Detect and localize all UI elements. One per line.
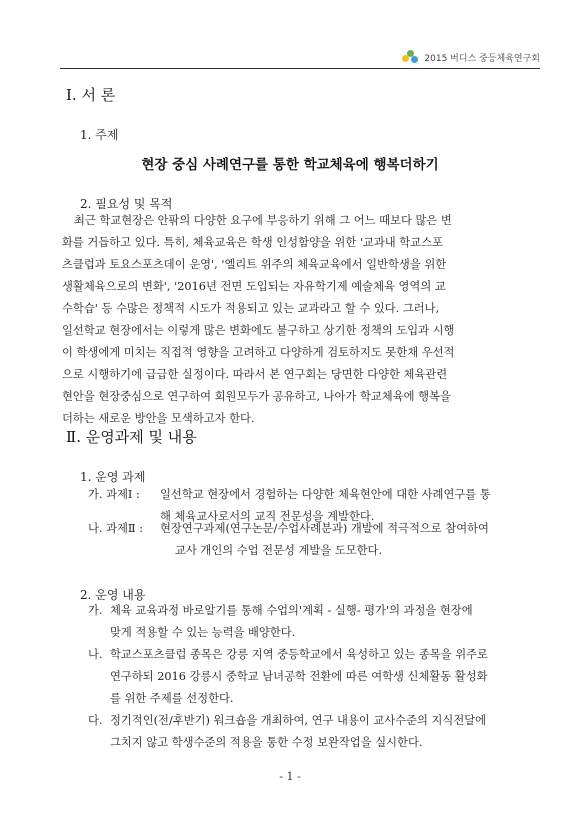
- need-line: 일선학교 현장에서는 이렇게 많은 변화에도 불구하고 상기한 정책의 도입과 시행: [62, 324, 455, 337]
- content-line: 그치지 않고 학생수준의 적용을 통한 수정 보완작업을 실시한다.: [110, 736, 423, 749]
- need-label: 2. 필요성 및 목적: [80, 197, 173, 211]
- content-line: 연구하되 2016 강릉시 중학교 남녀공학 전환에 따른 여학생 신체활동 활성화: [110, 670, 488, 683]
- content-line: 학교스포츠클럽 종목은 강릉 지역 중등학교에서 육성하고 있는 종목을 위주로: [110, 648, 488, 661]
- need-line: 현안을 현장중심으로 연구하여 회원모두가 공유하고, 나아가 학교체육에 행복을: [62, 390, 451, 403]
- need-line: 츠클럽과 토요스포츠데이 운영', '엘리트 위주의 체육교육에서 일반학생을 위한: [62, 258, 447, 271]
- task-prefix: 나. 과제Ⅱ :: [88, 522, 143, 535]
- need-paragraph: [62, 210, 520, 430]
- header-rule: [60, 68, 540, 69]
- topic-label: 1. 주제: [80, 128, 119, 142]
- page-number: - 1 -: [279, 770, 301, 783]
- need-line: 생활체육으로의 변화', '2016년 전면 도입되는 자유학기제 예술체육 영역의 교: [62, 280, 446, 293]
- content-prefix: 가.: [88, 604, 103, 617]
- content-line: 체육 교육과정 바로알기를 통해 수업의'계획 - 실행- 평가'의 과정을 현장에: [110, 604, 473, 617]
- content-prefix: 나.: [88, 648, 103, 661]
- page-header: [402, 50, 540, 64]
- content-line: 맞게 적용할 수 있는 능력을 배양한다.: [110, 626, 296, 639]
- need-line: 수학습' 등 수많은 정책적 시도가 적용되고 있는 교과라고 할 수 있다. 그러나,: [62, 302, 440, 315]
- task-prefix: 가. 과제Ⅰ :: [88, 488, 140, 501]
- topic-title: 현장 중심 사례연구를 통한 학교체육에 행복더하기: [141, 157, 439, 173]
- content-line: 를 위한 주제를 선정한다.: [110, 692, 234, 705]
- task-line: 현장연구과제(연구논문/수업사례분과) 개발에 적극적으로 참여하여: [160, 522, 489, 535]
- section-2-title: Ⅱ. 운영과제 및 내용: [66, 428, 197, 446]
- tasks-label: 1. 운영 과제: [80, 470, 146, 484]
- need-line: 화를 거듭하고 있다. 특히, 체육교육은 학생 인성함양을 위한 '교과내 학교스포: [62, 236, 443, 249]
- task-line: 해 체육교사로서의 교직 전문성을 계발한다.: [160, 510, 375, 523]
- task-line: 교사 개인의 수업 전문성 계발을 도모한다.: [175, 544, 383, 557]
- task-line: 일선학교 현장에서 경험하는 다양한 체육현안에 대한 사례연구를 통: [160, 488, 491, 501]
- contents-label: 2. 운영 내용: [80, 588, 146, 602]
- header-org: 2015 버디스 중등체육연구회: [424, 53, 540, 64]
- need-line: 으로 시행하기에 급급한 실정이다. 따라서 본 연구회는 당면한 다양한 체육관련: [62, 368, 448, 381]
- content-line: 정기적인(전/후반기) 워크숍을 개최하여, 연구 내용이 교사수준의 지식전달에: [110, 714, 487, 727]
- content-prefix: 다.: [88, 714, 103, 727]
- logo-icon: [402, 50, 418, 64]
- section-1-title: Ⅰ. 서 론: [66, 86, 116, 104]
- need-line: 최근 학교현장은 안팎의 다양한 요구에 부응하기 위해 그 어느 때보다 많은 변: [74, 214, 452, 227]
- need-line: 이 학생에게 미치는 직접적 영향을 고려하고 다양하게 검토하지도 못한채 우선적: [62, 346, 455, 359]
- need-line: 더하는 새로운 방안을 모색하고자 한다.: [62, 412, 255, 425]
